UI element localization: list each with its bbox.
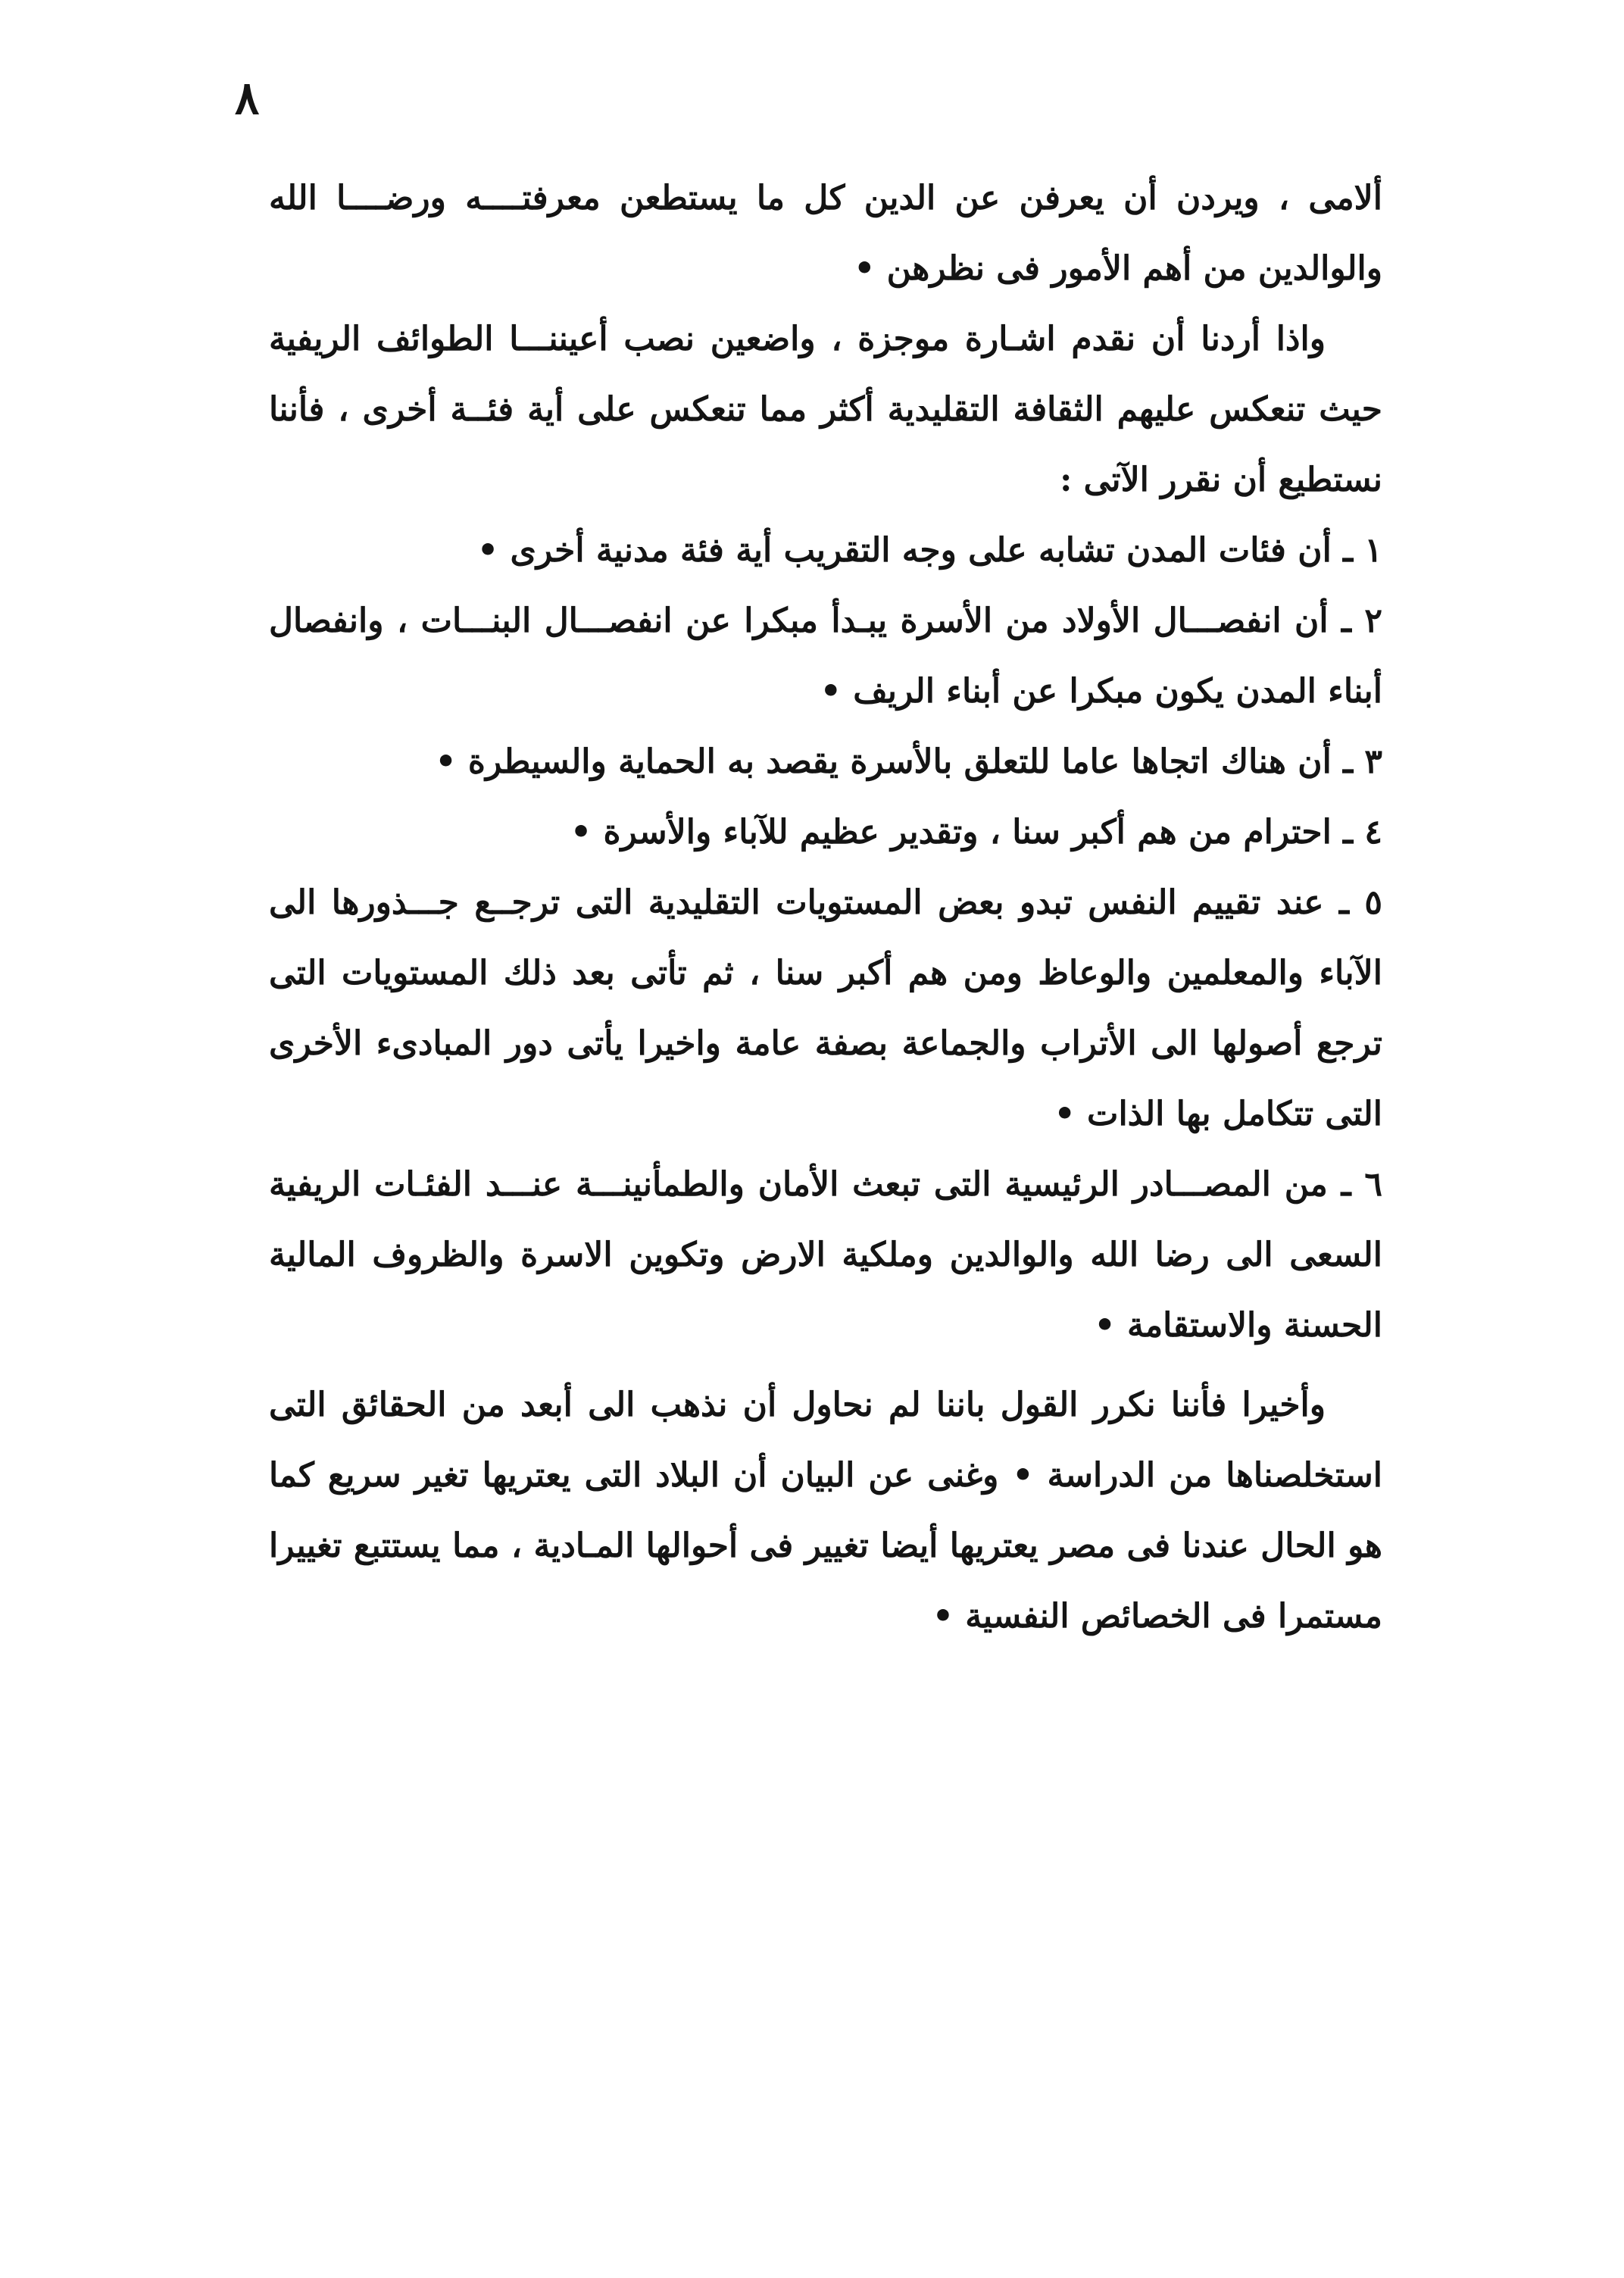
list-item: ٥ ـ عند تقييم النفس تبدو بعض المستويات التقليدية التى ترجــع جـــذورها الى الآباء والمعلمين والوعاظ ومن هم أكبر سنا ، ثم تأتى بعد ذلك المستويات التى ترجع أصولها الى الأتراب والجماعة بصفة عامة واخيرا يأتى دور المبادىء الأخرى التى تتكامل بها الذات • (269, 883, 1382, 1133)
list-item: ٤ ـ احترام من هم أكبر سنا ، وتقدير عظيم للآباء والأسرة • (570, 813, 1382, 852)
page-number: ٨ (235, 72, 260, 125)
list-item: ٦ ـ من المصـــادر الرئيسية التى تبعث الأمان والطمأنينـــة عنـــد الفئـات الريفية السعى الى رضا الله والوالدين وملكية الارض وتكوين الاسرة والظروف المالية الحسنة والاستقامة • (269, 1165, 1382, 1345)
list-item: ١ ـ أن فئات المدن تشابه على وجه التقريب أية فئة مدنية أخرى • (477, 531, 1382, 570)
intro-paragraph: ألامى ، ويردن أن يعرفن عن الدين كل ما يستطعن معرفتــــه ورضــــا الله والوالدين من أهم الأمور فى نظرهن • (269, 179, 1382, 288)
list-item: ٢ ـ أن انفصـــال الأولاد من الأسرة يبـدأ مبكرا عن انفصـــال البنـــات ، وانفصال أبناء المدن يكون مبكرا عن أبناء الريف • (269, 602, 1382, 711)
body-text (269, 163, 1382, 1651)
list-item: ٣ ـ أن هناك اتجاها عاما للتعلق بالأسرة يقصد به الحماية والسيطرة • (435, 742, 1382, 781)
lead-paragraph: واذا أردنا أن نقدم اشـارة موجزة ، واضعين نصب أعيننـــا الطوائف الريفية حيث تنعكس عليهم الثقافة التقليدية أكثر مما تنعكس على أية فئــة أخرى ، فأننا نستطيع أن نقرر الآتى : (269, 320, 1382, 499)
closing-paragraph: وأخيرا فأننا نكرر القول باننا لم نحاول أن نذهب الى أبعد من الحقائق التى استخلصناها من الدراسة • وغنى عن البيان أن البلاد التى يعتريها تغير سريع كما هو الحال عندنا فى مصر يعتريها أيضا تغيير فى أحوالها المـادية ، مما يستتبع تغييرا مستمرا فى الخصائص النفسية • (269, 1386, 1382, 1636)
